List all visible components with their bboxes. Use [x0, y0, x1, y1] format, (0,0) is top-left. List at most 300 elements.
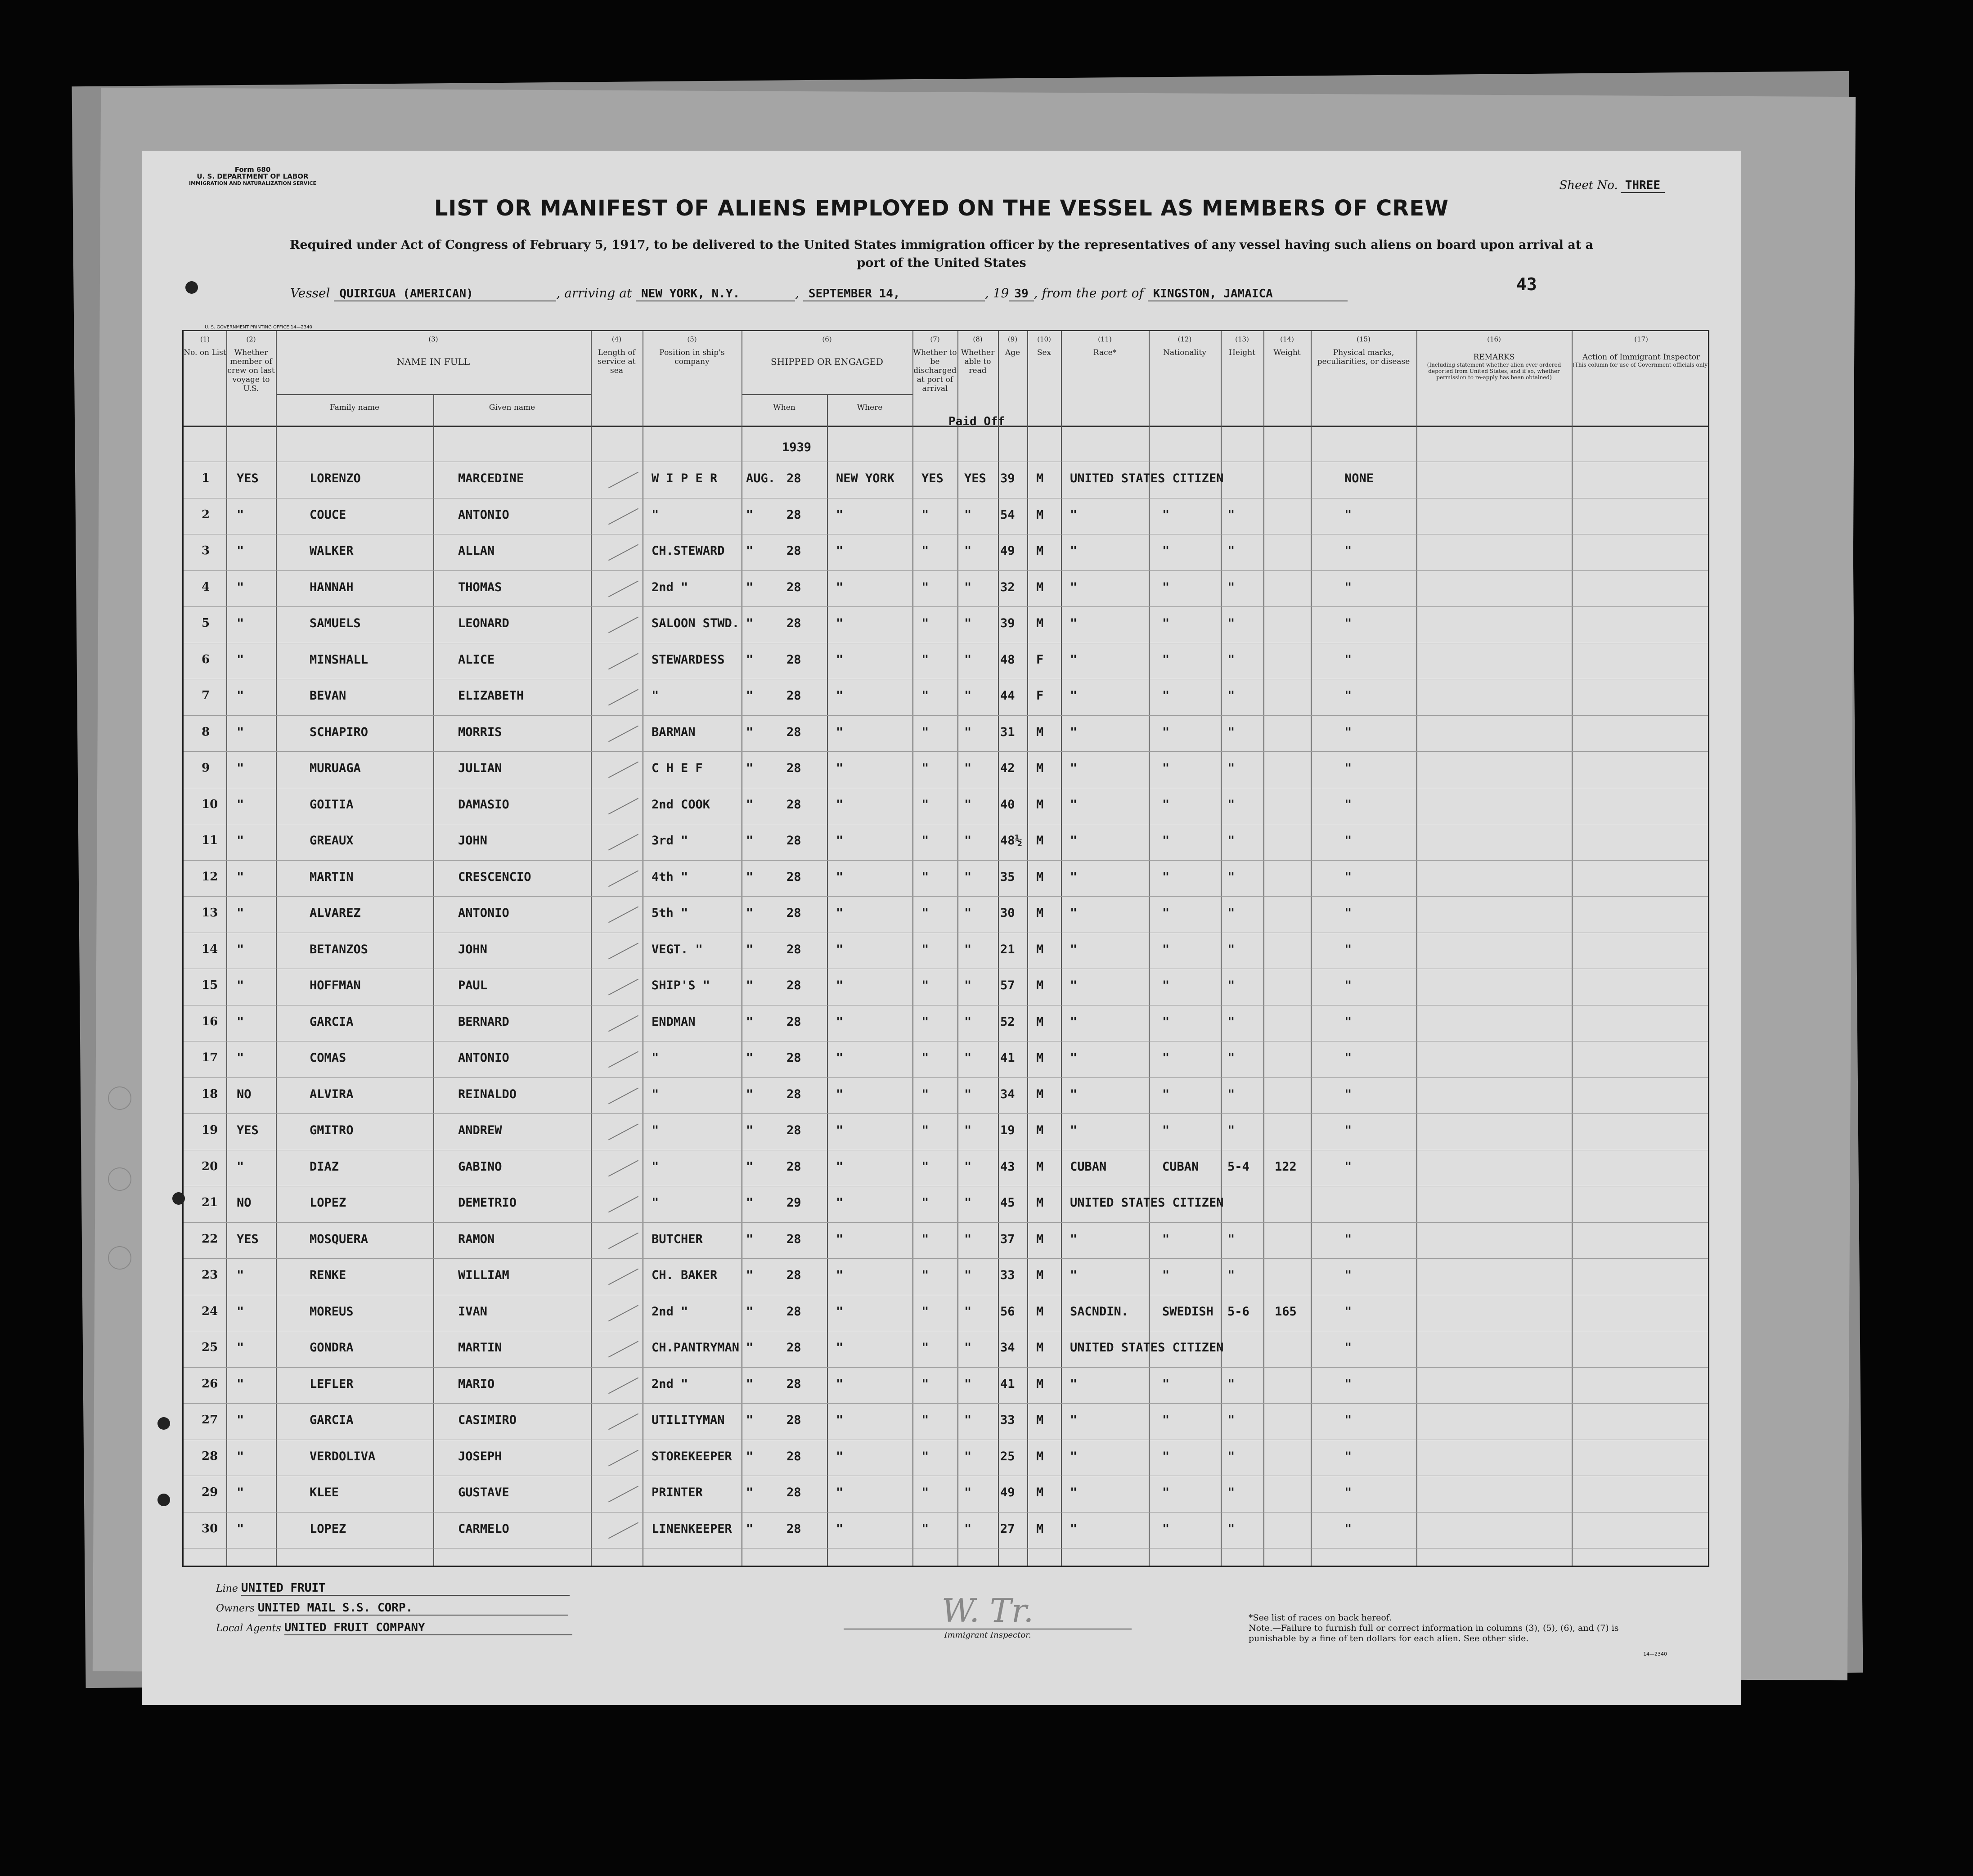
- age-value: 34: [1000, 1087, 1015, 1101]
- last-voyage-value: YES: [237, 1123, 259, 1137]
- row-number: 26: [202, 1377, 218, 1391]
- last-voyage-value: ": [237, 689, 244, 703]
- sex-value: M: [1036, 978, 1044, 992]
- able-to-read-value: ": [964, 689, 972, 703]
- column-divider: [1149, 331, 1150, 1566]
- physical-marks-value: ": [1344, 761, 1352, 775]
- sex-value: M: [1036, 1486, 1044, 1499]
- discharged-value: ": [921, 544, 929, 558]
- sex-value: F: [1036, 689, 1044, 703]
- last-voyage-value: YES: [237, 1232, 259, 1246]
- last-voyage-value: ": [237, 1521, 244, 1536]
- family-name: LOPEZ: [310, 1196, 346, 1210]
- shipped-month: ": [746, 1196, 754, 1210]
- position: 2nd ": [652, 1304, 688, 1319]
- given-name: ANTONIO: [458, 507, 509, 522]
- physical-marks-value: ": [1344, 652, 1352, 667]
- family-name: GARCIA: [310, 1014, 354, 1029]
- nationality-value: ": [1162, 580, 1170, 594]
- shipped-day: 28: [787, 1413, 801, 1427]
- discharged-value: ": [921, 1232, 929, 1246]
- shipped-where: ": [836, 1159, 844, 1174]
- service-length-tick: [608, 472, 638, 489]
- physical-marks-value: ": [1344, 906, 1352, 920]
- page-subtitle: Required under Act of Congress of February 5, 1917, to be delivered to the United States immigration officer by the representatives of any vessel having such aliens on board upon arrival at a port of the United States: [289, 238, 1594, 270]
- discharged-value: ": [921, 978, 929, 992]
- sex-value: M: [1036, 797, 1044, 812]
- family-name: GREAUX: [310, 834, 354, 848]
- position: CH. BAKER: [652, 1268, 718, 1282]
- family-name: MURUAGA: [310, 761, 361, 775]
- family-name: GARCIA: [310, 1413, 354, 1427]
- race-value: ": [1070, 1377, 1078, 1391]
- discharged-value: ": [921, 1087, 929, 1101]
- physical-marks-value: ": [1344, 834, 1352, 848]
- sex-value: M: [1036, 1449, 1044, 1463]
- column-header-c7: (7) Whether to be discharged at port of arrival: [913, 335, 957, 393]
- line-value: UNITED FRUIT: [241, 1581, 570, 1596]
- column-header-c16: (16) REMARKS (Including statement whether alien ever ordered deported from United States, and if so, whether permission to re-apply has been obtained): [1427, 335, 1561, 381]
- column-header-c8: (8) Whether able to read: [961, 335, 995, 375]
- given-name: GABINO: [458, 1159, 502, 1174]
- shipped-day: 28: [787, 616, 801, 630]
- race-value: ": [1070, 906, 1078, 920]
- given-name: MORRIS: [458, 725, 502, 739]
- able-to-read-value: ": [964, 1377, 972, 1391]
- service-length-tick: [608, 1051, 638, 1068]
- column-header-c4: (4) Length of service at sea: [598, 335, 636, 375]
- shipped-day: 28: [787, 1486, 801, 1499]
- able-to-read-value: ": [964, 616, 972, 630]
- position: STEWARDESS: [652, 652, 725, 667]
- race-value: ": [1070, 1268, 1078, 1282]
- last-voyage-value: ": [237, 544, 244, 558]
- sex-value: M: [1036, 1304, 1044, 1319]
- height-value: ": [1227, 1087, 1235, 1101]
- physical-marks-value: ": [1344, 1232, 1352, 1246]
- row-rule: [184, 715, 1708, 716]
- service-length-tick: [608, 580, 638, 597]
- weight-value: 122: [1275, 1159, 1297, 1174]
- able-to-read-value: ": [964, 1521, 972, 1536]
- shipped-day: 28: [787, 978, 801, 992]
- discharged-value: ": [921, 834, 929, 848]
- shipped-where: ": [836, 507, 844, 522]
- physical-marks-value: ": [1344, 1268, 1352, 1282]
- shipped-month: ": [746, 652, 754, 667]
- age-value: 45: [1000, 1196, 1015, 1210]
- binder-hole: [172, 1192, 185, 1205]
- shipped-day: 28: [787, 471, 801, 485]
- nationality-value: ": [1162, 978, 1170, 992]
- able-to-read-value: ": [964, 725, 972, 739]
- physical-marks-value: ": [1344, 1486, 1352, 1499]
- shipped-where: ": [836, 761, 844, 775]
- page-number: 43: [1516, 274, 1537, 294]
- last-voyage-value: ": [237, 1268, 244, 1282]
- physical-marks-value: ": [1344, 1159, 1352, 1174]
- shipped-where: ": [836, 1087, 844, 1101]
- page-title: LIST OR MANIFEST OF ALIENS EMPLOYED ON THE VESSEL AS MEMBERS OF CREW: [434, 196, 1449, 221]
- able-to-read-value: ": [964, 652, 972, 667]
- column-divider: [998, 331, 999, 1566]
- discharged-value: ": [921, 580, 929, 594]
- sex-value: M: [1036, 906, 1044, 920]
- height-value: ": [1227, 1232, 1235, 1246]
- physical-marks-value: ": [1344, 942, 1352, 956]
- column-divider: [276, 331, 277, 1566]
- last-voyage-value: ": [237, 652, 244, 667]
- age-value: 31: [1000, 725, 1015, 739]
- shipped-where: ": [836, 1413, 844, 1427]
- shipped-month: ": [746, 1014, 754, 1029]
- race-value: ": [1070, 978, 1078, 992]
- column-header-c5: (5) Position in ship's company: [659, 335, 725, 366]
- able-to-read-value: ": [964, 1449, 972, 1463]
- column-header-c13: (13) Height: [1229, 335, 1255, 357]
- service-length-tick: [608, 544, 638, 561]
- shipped-subheader-line: [742, 394, 912, 395]
- given-name: JOSEPH: [458, 1449, 502, 1463]
- binder-hole: [185, 281, 198, 294]
- row-number: 28: [202, 1449, 218, 1463]
- race-value: SACNDIN.: [1070, 1304, 1129, 1319]
- nationality-value: ": [1162, 834, 1170, 848]
- shipped-where: ": [836, 689, 844, 703]
- race-value: ": [1070, 834, 1078, 848]
- position: BUTCHER: [652, 1232, 703, 1246]
- row-number: 18: [202, 1087, 218, 1101]
- physical-marks-value: NONE: [1344, 471, 1374, 485]
- column-divider: [1416, 331, 1417, 1566]
- position: ": [652, 1196, 659, 1210]
- arrival-port: NEW YORK, N.Y.: [636, 287, 795, 301]
- shipped-month: ": [746, 1486, 754, 1499]
- column-divider: [1572, 331, 1573, 1566]
- given-name: THOMAS: [458, 580, 502, 594]
- able-to-read-value: ": [964, 942, 972, 956]
- service-length-tick: [608, 508, 638, 525]
- discharged-value: ": [921, 507, 929, 522]
- shipped-month: ": [746, 689, 754, 703]
- shipped-day: 28: [787, 725, 801, 739]
- given-name: ELIZABETH: [458, 689, 524, 703]
- shipped-month: ": [746, 1341, 754, 1355]
- position: ": [652, 1087, 659, 1101]
- row-rule: [184, 1077, 1708, 1078]
- where-header: Where: [857, 403, 883, 412]
- age-value: 32: [1000, 580, 1015, 594]
- position: C H E F: [652, 761, 703, 775]
- sex-value: M: [1036, 761, 1044, 775]
- discharged-value: ": [921, 1196, 929, 1210]
- column-header-c2: (2) Whether member of crew on last voyage to U.S.: [227, 335, 275, 393]
- age-value: 21: [1000, 942, 1015, 956]
- given-name: RAMON: [458, 1232, 495, 1246]
- position: 4th ": [652, 870, 688, 884]
- able-to-read-value: YES: [964, 471, 986, 485]
- column-header-c3: (3) NAME IN FULL: [396, 335, 470, 367]
- column-header-c12: (12) Nationality: [1163, 335, 1206, 357]
- shipped-where: ": [836, 1123, 844, 1137]
- sex-value: M: [1036, 1123, 1044, 1137]
- shipped-month: ": [746, 761, 754, 775]
- shipped-month: ": [746, 1123, 754, 1137]
- height-value: ": [1227, 689, 1235, 703]
- able-to-read-value: ": [964, 580, 972, 594]
- last-voyage-value: ": [237, 1014, 244, 1029]
- family-name: LOPEZ: [310, 1521, 346, 1536]
- column-divider: [591, 331, 592, 1566]
- age-value: 57: [1000, 978, 1015, 992]
- paid-off-annotation: Paid Off: [948, 415, 1005, 428]
- shipped-month: ": [746, 507, 754, 522]
- nationality-value: ": [1162, 544, 1170, 558]
- shipped-day: 28: [787, 1159, 801, 1174]
- last-voyage-value: NO: [237, 1087, 252, 1101]
- shipped-where: ": [836, 1449, 844, 1463]
- able-to-read-value: ": [964, 1159, 972, 1174]
- last-voyage-value: ": [237, 507, 244, 522]
- physical-marks-value: ": [1344, 544, 1352, 558]
- manifest-sheet: [142, 151, 1741, 1705]
- discharged-value: ": [921, 652, 929, 667]
- arrival-year: 39: [1009, 287, 1034, 301]
- height-value: ": [1227, 580, 1235, 594]
- physical-marks-value: ": [1344, 1449, 1352, 1463]
- age-value: 40: [1000, 797, 1015, 812]
- discharged-value: ": [921, 906, 929, 920]
- shipped-where: ": [836, 580, 844, 594]
- discharged-value: ": [921, 1486, 929, 1499]
- last-voyage-value: ": [237, 942, 244, 956]
- sex-value: M: [1036, 1268, 1044, 1282]
- shipped-where: ": [836, 1232, 844, 1246]
- height-value: ": [1227, 1521, 1235, 1536]
- height-value: ": [1227, 1268, 1235, 1282]
- shipped-day: 28: [787, 834, 801, 848]
- physical-marks-value: ": [1344, 1413, 1352, 1427]
- age-value: 39: [1000, 616, 1015, 630]
- shipped-day: 28: [787, 1521, 801, 1536]
- able-to-read-value: ": [964, 1014, 972, 1029]
- race-value: ": [1070, 1087, 1078, 1101]
- weight-value: 165: [1275, 1304, 1297, 1319]
- age-value: 48½: [1000, 834, 1022, 848]
- nationality-value: ": [1162, 652, 1170, 667]
- sex-value: M: [1036, 725, 1044, 739]
- sex-value: M: [1036, 616, 1044, 630]
- shipped-day: 28: [787, 1377, 801, 1391]
- family-name: ALVIRA: [310, 1087, 354, 1101]
- family-name: VERDOLIVA: [310, 1449, 376, 1463]
- service-length-tick: [608, 1486, 638, 1503]
- race-value: ": [1070, 1051, 1078, 1065]
- row-number: 19: [202, 1123, 218, 1137]
- race-value: CUBAN: [1070, 1159, 1107, 1174]
- discharged-value: YES: [921, 471, 944, 485]
- height-value: ": [1227, 834, 1235, 848]
- race-value: ": [1070, 797, 1078, 812]
- nationality-value: ": [1162, 1123, 1170, 1137]
- service-length-tick: [608, 1124, 638, 1140]
- name-subheader-line: [276, 394, 591, 395]
- given-name: ALICE: [458, 652, 495, 667]
- service-length-tick: [608, 1087, 638, 1104]
- physical-marks-value: ": [1344, 1521, 1352, 1536]
- row-rule: [184, 860, 1708, 861]
- given-name: JOHN: [458, 942, 488, 956]
- shipped-where: ": [836, 1377, 844, 1391]
- sex-value: M: [1036, 507, 1044, 522]
- shipped-where: ": [836, 1014, 844, 1029]
- row-number: 3: [202, 544, 210, 557]
- service-length-tick: [608, 653, 638, 669]
- shipped-day: 28: [787, 689, 801, 703]
- service-length-tick: [608, 1341, 638, 1358]
- age-value: 27: [1000, 1521, 1015, 1536]
- row-rule: [184, 570, 1708, 571]
- shipped-month: AUG.: [746, 471, 776, 485]
- age-value: 41: [1000, 1377, 1015, 1391]
- position: BARMAN: [652, 725, 696, 739]
- nationality-value: ": [1162, 1051, 1170, 1065]
- shipped-month: ": [746, 1159, 754, 1174]
- local-agents-value: UNITED FRUIT COMPANY: [284, 1621, 572, 1635]
- row-rule: [184, 1258, 1708, 1259]
- position: ": [652, 1051, 659, 1065]
- column-header-c17: (17) Action of Immigrant Inspector (This column for use of Government officials only): [1573, 335, 1710, 368]
- service-length-tick: [608, 870, 638, 887]
- given-name: JOHN: [458, 834, 488, 848]
- service-length-tick: [608, 1522, 638, 1539]
- able-to-read-value: ": [964, 1087, 972, 1101]
- able-to-read-value: ": [964, 1413, 972, 1427]
- sex-value: M: [1036, 1413, 1044, 1427]
- age-value: 48: [1000, 652, 1015, 667]
- race-value: ": [1070, 507, 1078, 522]
- height-value: ": [1227, 725, 1235, 739]
- inspector-signature-block: W. Tr. Immigrant Inspector.: [844, 1593, 1132, 1640]
- row-number: 6: [202, 652, 210, 666]
- sex-value: M: [1036, 834, 1044, 848]
- column-divider: [1263, 331, 1264, 1566]
- given-name: DAMASIO: [458, 797, 509, 812]
- sex-value: M: [1036, 1087, 1044, 1101]
- physical-marks-value: ": [1344, 797, 1352, 812]
- shipped-month: ": [746, 870, 754, 884]
- service-length-tick: [608, 834, 638, 851]
- header-divider: [184, 426, 1708, 427]
- able-to-read-value: ": [964, 906, 972, 920]
- height-value: ": [1227, 870, 1235, 884]
- family-name: KLEE: [310, 1486, 339, 1499]
- position: ": [652, 1123, 659, 1137]
- service-length-tick: [608, 1269, 638, 1285]
- service-length-tick: [608, 1414, 638, 1430]
- position: 5th ": [652, 906, 688, 920]
- age-value: 41: [1000, 1051, 1015, 1065]
- departure-port: KINGSTON, JAMAICA: [1148, 287, 1348, 301]
- column-divider: [226, 331, 227, 1566]
- shipped-month: ": [746, 1449, 754, 1463]
- height-value: 5-6: [1227, 1304, 1249, 1319]
- discharged-value: ": [921, 1449, 929, 1463]
- column-header-c6: (6) SHIPPED OR ENGAGED: [771, 335, 883, 367]
- shipped-where: ": [836, 978, 844, 992]
- nationality-value: ": [1162, 1486, 1170, 1499]
- sex-value: M: [1036, 942, 1044, 956]
- discharged-value: ": [921, 870, 929, 884]
- last-voyage-value: ": [237, 616, 244, 630]
- discharged-value: ": [921, 1413, 929, 1427]
- age-value: 56: [1000, 1304, 1015, 1319]
- shipped-month: ": [746, 978, 754, 992]
- race-value: ": [1070, 544, 1078, 558]
- physical-marks-value: ": [1344, 978, 1352, 992]
- able-to-read-value: ": [964, 544, 972, 558]
- discharged-value: ": [921, 725, 929, 739]
- able-to-read-value: ": [964, 1268, 972, 1282]
- family-name: ALVAREZ: [310, 906, 361, 920]
- shipped-month: ": [746, 942, 754, 956]
- age-value: 33: [1000, 1268, 1015, 1282]
- row-number: 15: [202, 978, 218, 992]
- age-value: 43: [1000, 1159, 1015, 1174]
- row-number: 2: [202, 507, 210, 521]
- column-header-c1: (1) No. on List: [184, 335, 226, 357]
- position: PRINTER: [652, 1486, 703, 1499]
- able-to-read-value: ": [964, 1232, 972, 1246]
- last-voyage-value: ": [237, 1377, 244, 1391]
- last-voyage-value: ": [237, 797, 244, 812]
- shipped-where: ": [836, 870, 844, 884]
- discharged-value: ": [921, 1123, 929, 1137]
- row-rule: [184, 1403, 1708, 1404]
- row-number: 11: [202, 834, 218, 847]
- family-name: WALKER: [310, 544, 354, 558]
- nationality-value: ": [1162, 1377, 1170, 1391]
- height-value: ": [1227, 507, 1235, 522]
- sex-value: M: [1036, 1159, 1044, 1174]
- age-value: 39: [1000, 471, 1015, 485]
- given-name: DEMETRIO: [458, 1196, 517, 1210]
- race-value: ": [1070, 1413, 1078, 1427]
- row-number: 10: [202, 797, 218, 811]
- row-number: 23: [202, 1268, 218, 1282]
- service-length-tick: [608, 617, 638, 633]
- row-rule: [184, 751, 1708, 752]
- physical-marks-value: ": [1344, 1123, 1352, 1137]
- height-value: 5-4: [1227, 1159, 1249, 1174]
- shipped-day: 28: [787, 1051, 801, 1065]
- row-number: 30: [202, 1521, 218, 1535]
- able-to-read-value: ": [964, 870, 972, 884]
- row-rule: [184, 1222, 1708, 1223]
- age-value: 42: [1000, 761, 1015, 775]
- age-value: 30: [1000, 906, 1015, 920]
- shipped-month: ": [746, 1521, 754, 1536]
- family-name: DIAZ: [310, 1159, 339, 1174]
- column-divider: [1061, 331, 1062, 1566]
- given-name: CASIMIRO: [458, 1413, 517, 1427]
- height-value: ": [1227, 1377, 1235, 1391]
- shipped-month: ": [746, 616, 754, 630]
- shipped-where: ": [836, 797, 844, 812]
- row-number: 22: [202, 1232, 218, 1246]
- row-number: 17: [202, 1051, 218, 1064]
- height-value: ": [1227, 761, 1235, 775]
